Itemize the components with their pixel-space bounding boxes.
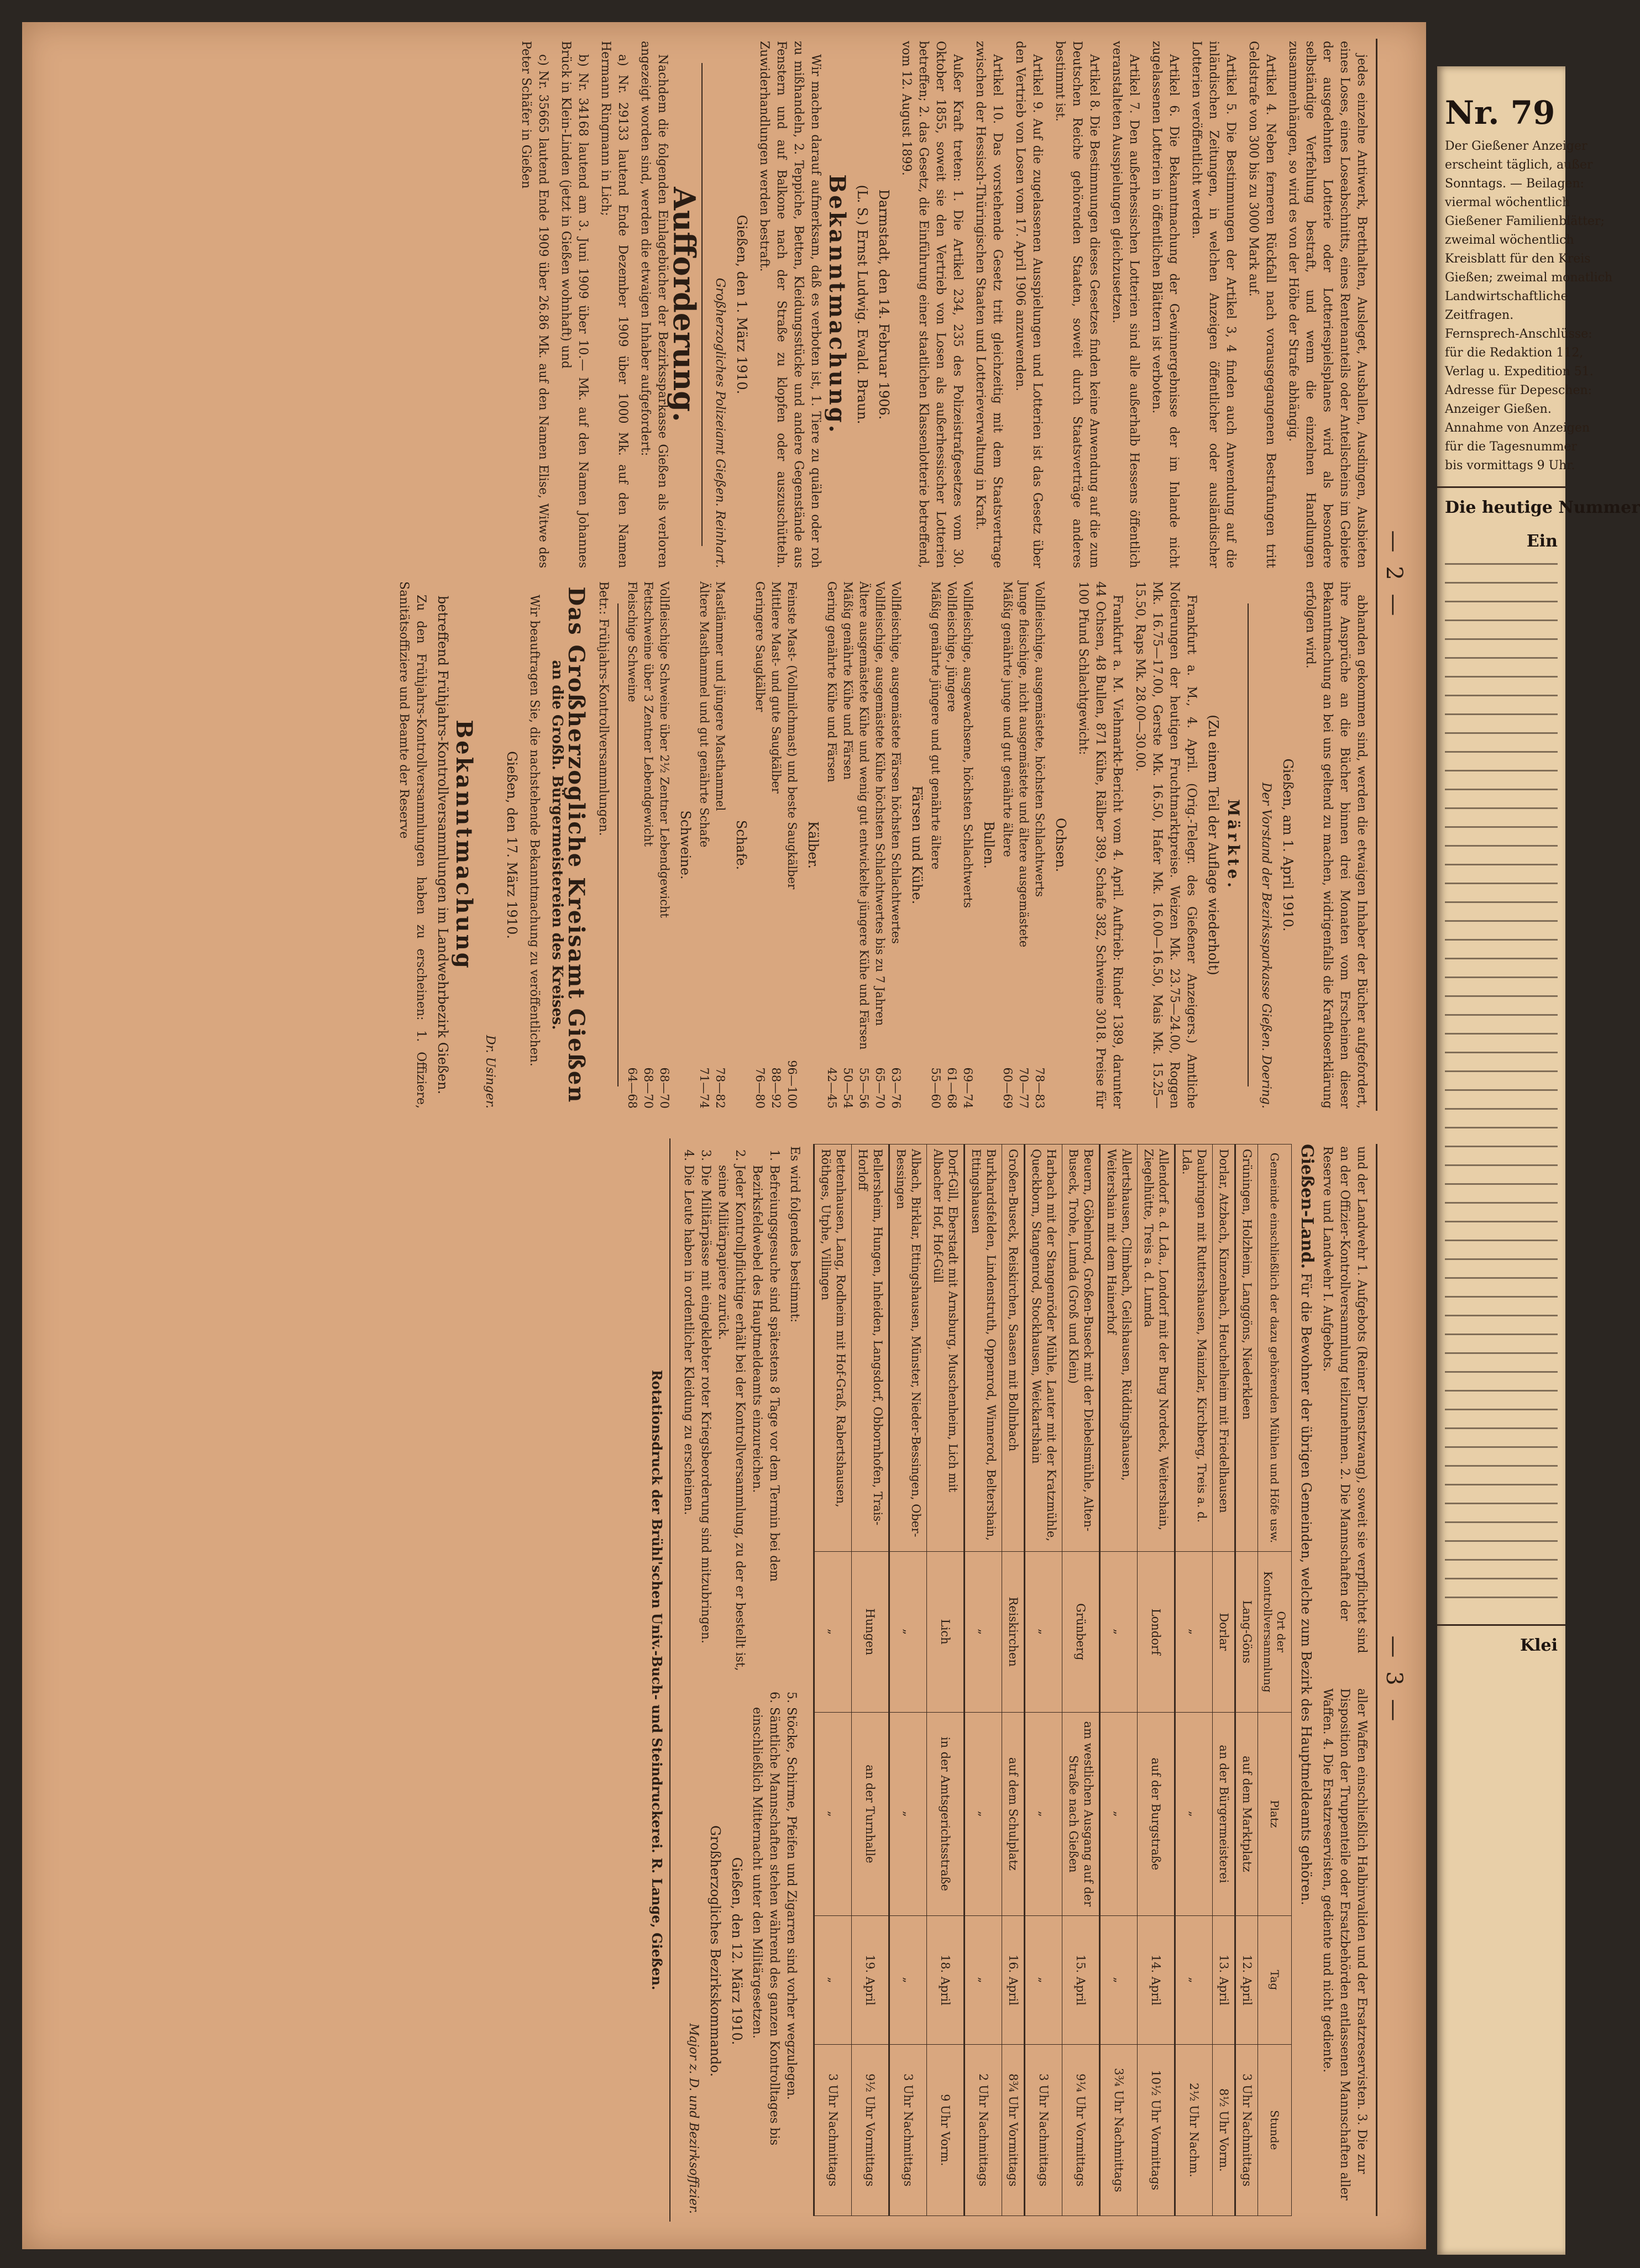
price-row: Geringere Saugkälber 76—80	[753, 581, 767, 1109]
control-notice-text: Zu den Frühjahrs-Kontrollversammlungen haben zu erscheinen: 1. Offiziere, Sanitätsoffiziere und Beamte der Reserve	[397, 581, 428, 1109]
table-row: Großen-Buseck, Reiskirchen, Saasen mit Bollnbach Reiskirchen auf dem Schulplatz 16. April 8¾ Uhr Vormittags	[1002, 1144, 1025, 2216]
cattle-category-oxen: Ochsen.	[1053, 817, 1068, 873]
page-2	[62, 33, 1411, 1116]
next-sheet-edge	[1437, 66, 1640, 2255]
regulation-item: 5. Stöcke, Schirme, Pfeifen und Zigarren sind vorher wegzulegen.	[783, 1707, 800, 2214]
control-schedule-table	[813, 1144, 1292, 2216]
table-header: Stunde	[1258, 2044, 1292, 2216]
price-row: Mittlere Mast- und gute Saugkälber 88—92	[769, 581, 783, 1109]
regulations-left	[676, 1146, 803, 1672]
price-row: Ältere ausgemästete Kühe und wenig gut entwickelte jüngere Kühe und Färsen 55—56	[857, 581, 871, 1109]
side-heading: Klei	[1437, 1624, 1565, 1660]
page-number: — 2 —	[1381, 530, 1407, 620]
cattle-category-sheep: Schafe.	[733, 820, 749, 870]
police-notice-signature: Großherzogliches Polizeiamt Gießen. Reinhart.	[713, 277, 727, 568]
issue-number: Nr. 79	[1445, 94, 1555, 132]
separator	[1248, 603, 1249, 1086]
masthead-line: Adresse für Depeschen:	[1445, 384, 1592, 397]
control-continuation-left: und der Landwehr 1. Aufgebots (Reiner Dienstzwang), soweit sie verpflichtet sind an der Offizier-Kontrollversammlung teilzunehmen. 2. Die Mannschaften der Reserve und Landwehr I. Aufgebots.	[1321, 1146, 1369, 1653]
table-row: Harbach mit der Stangenröder Mühle, Lauter mit der Kratzmühle, Queckborn, Stangenrod, Stockhausen, Weickartshain „ „ „ 3 Uhr Nachmittags	[1025, 1144, 1062, 2216]
regulation-item: 6. Sämtliche Mannschaften stehen während des ganzen Kontrolltages bis einschließlich Mitternacht unter den Militärgesetzen.	[748, 1707, 783, 2214]
kreisamt-text: Wir beauftragen Sie, die nachstehende Bekanntmachung zu veröffentlichen.	[527, 595, 541, 1067]
masthead-line: viermal wöchentlich	[1445, 196, 1570, 209]
price-row: Vollfleischige, ausgewachsene, höchsten Schlachtwerts 69—74	[961, 581, 974, 1109]
regulations-right	[676, 1688, 803, 2214]
subject-line: Betr.: Frühjahrs-Kontrollversammlungen.	[596, 581, 610, 836]
price-row: Vollfleischige, ausgemästete Färsen höchsten Schlachtwertes 63—76	[889, 581, 903, 1109]
table-row: Bellersheim, Hungen, Inheiden, Langsdorf, Obbornhofen, Trais-Horloff Hungen an der Turnhalle 19. April 9½ Uhr Vormittags	[852, 1144, 889, 2216]
table-row: Albach, Birklar, Ettingshausen, Münster, Nieder-Bessingen, Ober-Bessingen „ „ „ 3 Uhr Nachmittags	[889, 1144, 927, 2216]
markets-subtitle: (Zu einem Teil der Auflage wiederholt)	[1206, 715, 1221, 975]
masthead-line: Anzeiger Gießen.	[1445, 402, 1552, 416]
district-name: Gießen-Land.	[1297, 1144, 1317, 1269]
price-row: Gering genährte Kühe und Färsen 42—45	[825, 581, 839, 1109]
text-lines-placeholder	[1445, 563, 1558, 1613]
district-note: Für die Bewohner der übrigen Gemeinden, welche zum Bezirk des Hauptmeldeamts gehören.	[1298, 1273, 1314, 1905]
price-row: Mäßig genährte jüngere und gut genährte ältere 55—60	[929, 581, 942, 1109]
law-continuation: jedes einzelne Antiwerk, Bretthalten, Ausleget, Ausballen, Ausdingen, Ausbieten eines Loses, eines Loseabschnitts, eines Rentenanteils oder Anteilscheins im Gebiete der ausgedehnten Lotterie oder Lotteriespielsplanes wird als besondere selbständige Verfehlung bestraft, und wenn die einzelnen Handlungen zusammenhängen, so wird es von der Höhe der Strafe abhängig.	[1286, 41, 1369, 568]
savings-date: Gießen, am 1. April 1910.	[1280, 758, 1296, 932]
table-row: Dorf-Gill, Eberstadt mit Arnsburg, Muschenheim, Lich mit Albacher Hof, Hof-Güll Lich in der Amtsgerichtsstraße 18. April 9 Uhr Vorm.	[927, 1144, 965, 2216]
column-1	[82, 41, 1370, 568]
cattle-category-cows: Färsen und Kühe.	[909, 785, 925, 905]
control-notice-title: Bekanntmachung	[451, 720, 477, 970]
kreisamt-date: Gießen, den 17. März 1910.	[504, 751, 520, 939]
demand-text: Nachdem die folgenden Einlagebücher der Bezirkssparkasse Gießen als verloren angezeigt worden sind, werden die etwaigen Inhaber aufgefordert:	[638, 41, 669, 568]
masthead-line: Gießener Familienblätter;	[1445, 214, 1605, 228]
page-3	[62, 1138, 1411, 2222]
markets-title: Märkte.	[1224, 799, 1243, 891]
article-8: Artikel 8. Die Bestimmungen dieses Gesetzes finden keine Anwendung auf die zum Deutschen Reiche gehörenden Staaten, soweit durch Staatsverträge anderes bestimmt ist.	[1053, 41, 1101, 568]
kreisamt-subtitle: an die Großh. Bürgermeistereien des Kreises.	[549, 660, 565, 1030]
article-6: Artikel 6. Die Bekanntmachung der Gewinnergebnisse der im Inlande nicht zugelassenen Lotterien in öffentlichen Blättern ist verboten.	[1150, 41, 1181, 568]
table-header: Platz	[1258, 1712, 1292, 1915]
masthead-line: erscheint täglich, außer	[1445, 158, 1593, 172]
price-row: Vollfleischige, ausgemästete, höchsten Schlachtwerts 78—83	[1033, 581, 1046, 1109]
kreisamt-title: Das Großherzogliche Kreisamt Gießen	[563, 586, 589, 1104]
frankfurt-cattle-report: Frankfurt a. M. Viehmarkt-Bericht vom 4. April. Auftrieb: Rinder 1389, darunter 44 Ochsen, 48 Bullen, 871 Kühe, Rälber 389, Schafe 382, Schweine 3018. Preise für 100 Pfund Schlachtgewicht:	[1076, 581, 1124, 1109]
price-row: Mäßig genährte Kühe und Färsen 50—54	[841, 581, 855, 1109]
law-signature: (L. S.) Ernst Ludwig. Ewald. Braun.	[855, 185, 870, 424]
cattle-category-calves: Kälber.	[805, 821, 821, 869]
control-notice-subtitle: betreffend Frühjahrs-Kontrollversammlungen im Landwehrbezirk Gießen.	[435, 595, 450, 1095]
masthead-line: Kreisblatt für den Kreis	[1445, 252, 1591, 266]
police-notice-title: Bekanntmachung.	[824, 174, 850, 435]
demand-item-a: a) Nr. 29133 lautend Ende Dezember 1909 über 1000 Mk. auf den Namen Hermann Ringmann in Lich;	[599, 41, 630, 568]
closing-organization: Großherzogliches Bezirkskommando.	[708, 1825, 723, 2077]
masthead-line: Gießen; zweimal monatlich	[1445, 271, 1613, 285]
masthead-line: Landwirtschaftliche	[1445, 290, 1568, 303]
side-heading: Ein	[1526, 532, 1558, 551]
rotated-spread	[62, 33, 1411, 2222]
closing-signature: Major z. D. und Bezirksoffizier.	[687, 2023, 700, 2214]
regulation-item: 3. Die Militärpässe mit eingeklebter roter Kriegsbeorderung sind mitzubringen.	[697, 1165, 714, 1672]
masthead-line: Der Gießener Anzeiger	[1445, 139, 1587, 153]
table-row: Allendorf a. d. Lda., Londorf mit der Burg Nordeck, Weitershain, Ziegelhütte, Treis a. d. Lumda Londorf auf der Burgstraße 14. April 10½ Uhr Vormittags	[1138, 1144, 1175, 2216]
masthead-line: für die Redaktion 112,	[1445, 346, 1584, 360]
district-heading	[1292, 1138, 1319, 2222]
price-row: Fleischige Schweine 64—68	[626, 581, 639, 1109]
masthead-line: bis vormittags 9 Uhr.	[1445, 459, 1575, 473]
table-row: Beuern, Göbelnrod, Großen-Buseck mit der Diebelsmühle, Alten-Buseck, Trohe, Lumda (Groß und Klein) Grünberg am westlichen Ausgang auf der Straße nach Gießen 15. April 9¼ Uhr Vormittags	[1062, 1144, 1100, 2216]
article-10: Artikel 10. Das vorstehende Gesetz tritt gleichzeitig mit dem Staatsvertrage zwischen der Hessisch-Thüringischen Staaten und Lotterieverwaltung in Kraft.	[973, 41, 1004, 568]
price-row: Junge fleischige, nicht ausgemästete und ältere ausgemästete 70—77	[1017, 581, 1030, 1109]
cattle-category-bulls: Bullen.	[981, 821, 997, 869]
feature-title: Die heutige Nummer	[1437, 486, 1565, 522]
price-row: Vollfleischige, jüngere 61—68	[945, 581, 958, 1109]
table-row: Burkhardsfelden, Lindenstruth, Oppenrod, Winnerod, Beltershain, Ettingshausen „ „ „ 2 Uhr Nachmittags	[965, 1144, 1002, 2216]
price-row: Ältere Masthammel und gut genährte Schafe 71—74	[698, 581, 711, 1109]
closing-date: Gießen, den 12. März 1910.	[729, 1857, 745, 2045]
police-notice-date: Gießen, den 1. März 1910.	[734, 214, 750, 395]
police-notice-text: Wir machen darauf aufmerksam, daß es verboten ist, 1. Tiere zu quälen oder roh zu mißhandeln, 2. Teppiche, Betten, Kleidungsstücke und andere Gegenstände aus Fenstern und auf Balkone nach der Straße zu klopfen oder auszuschütteln. Zuwiderhandlungen werden bestraft.	[757, 41, 822, 568]
page-number: — 3 —	[1381, 1635, 1407, 1725]
repeal-clause: Außer Kraft treten: 1. Die Artikel 234, 235 des Polizeistrafgesetzes vom 30. Oktober 1855, soweit sie den Vertrieb von Losen als außerhessischer Lotterien betreffen; 2. das Gesetz, die Einführung einer staatlichen Klassenlotterie betreffend, vom 12. August 1899.	[899, 41, 965, 568]
masthead-line: Fernsprech-Anschlüsse:	[1445, 327, 1592, 341]
regulation-item: 4. Die Leute haben in ordentlicher Kleidung zu erscheinen.	[680, 1165, 697, 1672]
masthead-line: Annahme von Anzeigen	[1445, 421, 1590, 435]
column-2	[82, 581, 1370, 1109]
separator	[617, 603, 619, 1086]
regulations-title: Es wird folgendes bestimmt:	[788, 1146, 801, 1323]
demand-continuation: abhanden gekommen sind, werden die etwaigen Inhaber der Bücher aufgefordert, ihre Ansprüche an die Bücher binnen drei Monaten vom Erscheinen dieser Bekanntmachung an bei uns geltend zu machen, widrigenfalls die Kraftloserklärung erfolgen wird.	[1303, 581, 1369, 1109]
law-date: Darmstadt, den 14. Februar 1906.	[876, 189, 892, 420]
price-row: Vollfleischige Schweine über 2½ Zentner Lebendgewicht 68—70	[658, 581, 671, 1109]
demand-title: Aufforderung.	[667, 187, 702, 422]
demand-item-c: c) Nr. 35665 lautend Ende 1909 über 26.86 Mk. auf den Namen Elise, Witwe des Peter Schäfer in Gießen	[519, 41, 550, 568]
article-4: Artikel 4. Neben ferneren Rückfall nach vorausgegangenen Bestrafungen tritt Geldstrafe von 300 bis zu 3000 Mark auf.	[1246, 41, 1277, 568]
frankfurt-grain-report: Frankfurt a. M., 4. April. (Orig.-Telegr. des Gießener Anzeigers.) Amtliche Notierungen der heutigen Fruchtmarktpreise. Weizen Mk. 23.75—24.00, Roggen Mk. 16.75—17.00, Gerste Mk. 16.50, Hafer Mk. 16.00—16.50, Mais Mk. 15.25—15.50, Raps Mk. 28.00—30.00.	[1133, 581, 1198, 1109]
savings-signature: Der Vorstand der Bezirkssparkasse Gießen. Doering.	[1259, 782, 1273, 1109]
table-row: Bettenhausen, Lang, Rodheim mit Hof-Graß, Rabertshausen, Röthges, Utphe, Villingen „ „ „ 3 Uhr Nachmittags	[814, 1144, 852, 2216]
table-header: Tag	[1258, 1916, 1292, 2045]
printer-imprint: Rotationsdruck der Brühl'schen Univ.-Buch- und Steindruckerei. R. Lange, Gießen.	[649, 1138, 670, 2222]
price-row: Mastlämmer und jüngere Masthammel 78—82	[714, 581, 727, 1109]
price-row: Fettschweine über 3 Zentner Lebendgewicht 68—70	[642, 581, 655, 1109]
masthead-line: Zeitfragen.	[1445, 308, 1514, 322]
article-7: Artikel 7. Den außerhessischen Lotterien sind alle außerhalb Hessens öffentlich veranstalteten Ausspielungen gleichzusetzen.	[1110, 41, 1141, 568]
kreisamt-signature: Dr. Usinger.	[483, 1035, 497, 1109]
masthead-line: für die Tagesnummer	[1445, 440, 1578, 454]
cattle-category-pigs: Schweine.	[678, 810, 693, 880]
masthead-line: zweimal wöchentlich	[1445, 233, 1574, 247]
control-continuation-right: aller Waffen einschließlich Halbinvaliden und der Ersatzreservisten. 3. Die zur Disposition der Truppenteile oder Ersatzbehörden entlassenen Mannschaften aller Waffen. 4. Die Ersatzreservisten, gediente und nicht gediente.	[1321, 1688, 1369, 2201]
price-row: Feinste Mast- (Vollmilchmast) und beste Saugkälber 96—100	[785, 581, 799, 1109]
table-header: Ort der Kontrollversammlung	[1258, 1551, 1292, 1712]
article-5: Artikel 5. Die Bestimmungen der Artikel 3, 4 finden auch Anwendung auf die inländischen Zeitungen, in welchen Anzeigen öffentlicher oder ausländischer Lotterien veröffentlicht werden.	[1190, 41, 1238, 568]
table-header: Gemeinde einschließlich der dazu gehörenden Mühlen und Höfe usw.	[1258, 1144, 1292, 1552]
masthead-line: Sonntags. — Beilagen:	[1445, 177, 1585, 191]
price-row: Mäßig genährte junge und gut genährte ältere 60—69	[1001, 581, 1014, 1109]
demand-item-b: b) Nr. 34168 lautend am 3. Juni 1909 über 10.— Mk. auf den Namen Johannes Brück in Klein-Linden (jetzt in Gießen wohnhaft) und	[559, 41, 590, 568]
masthead-line: Verlag u. Expedition 51.	[1445, 365, 1594, 379]
table-row: Grüningen, Holzheim, Langgöns, Niederkleen Lang-Göns auf dem Marktplatz 12. April 3 Uhr Nachmittags	[1235, 1144, 1258, 2216]
table-row: Allertshausen, Climbach, Geilshausen, Rüddingshausen, Weitershain mit dem Hainerhof „ „ „ 3¾ Uhr Nachmittags	[1100, 1144, 1138, 2216]
regulation-item: 2. Jeder Kontrollpflichtige erhält bei der Kontrollversammlung, zu der er bestellt ist, seine Militärpapiere zurück.	[714, 1165, 748, 1672]
regulation-item: 1. Befreiungsgesuche sind spätestens 8 Tage vor dem Termin bei dem Bezirksfeldwebel des Hauptmeldeamts einzureichen.	[748, 1165, 783, 1672]
table-row: Dorlar, Atzbach, Kinzenbach, Heuchelheim mit Friedelhausen Dorlar an der Bürgermeisterei 13. April 8½ Uhr Vorm.	[1213, 1144, 1235, 2216]
article-9: Artikel 9. Auf die zugelassenen Ausspielungen und Lotterien ist das Gesetz über den Vertrieb von Losen vom 17. April 1906 anzuwenden.	[1013, 41, 1044, 568]
table-row: Daubringen mit Ruttershausen, Mainzlar, Kirchberg, Treis a. d. Lda. „ „ „ 2½ Uhr Nachm.	[1175, 1144, 1213, 2216]
price-row: Vollfleischige, ausgemästete Kühe höchsten Schlachtwertes bis zu 7 Jahren 65—70	[873, 581, 887, 1109]
